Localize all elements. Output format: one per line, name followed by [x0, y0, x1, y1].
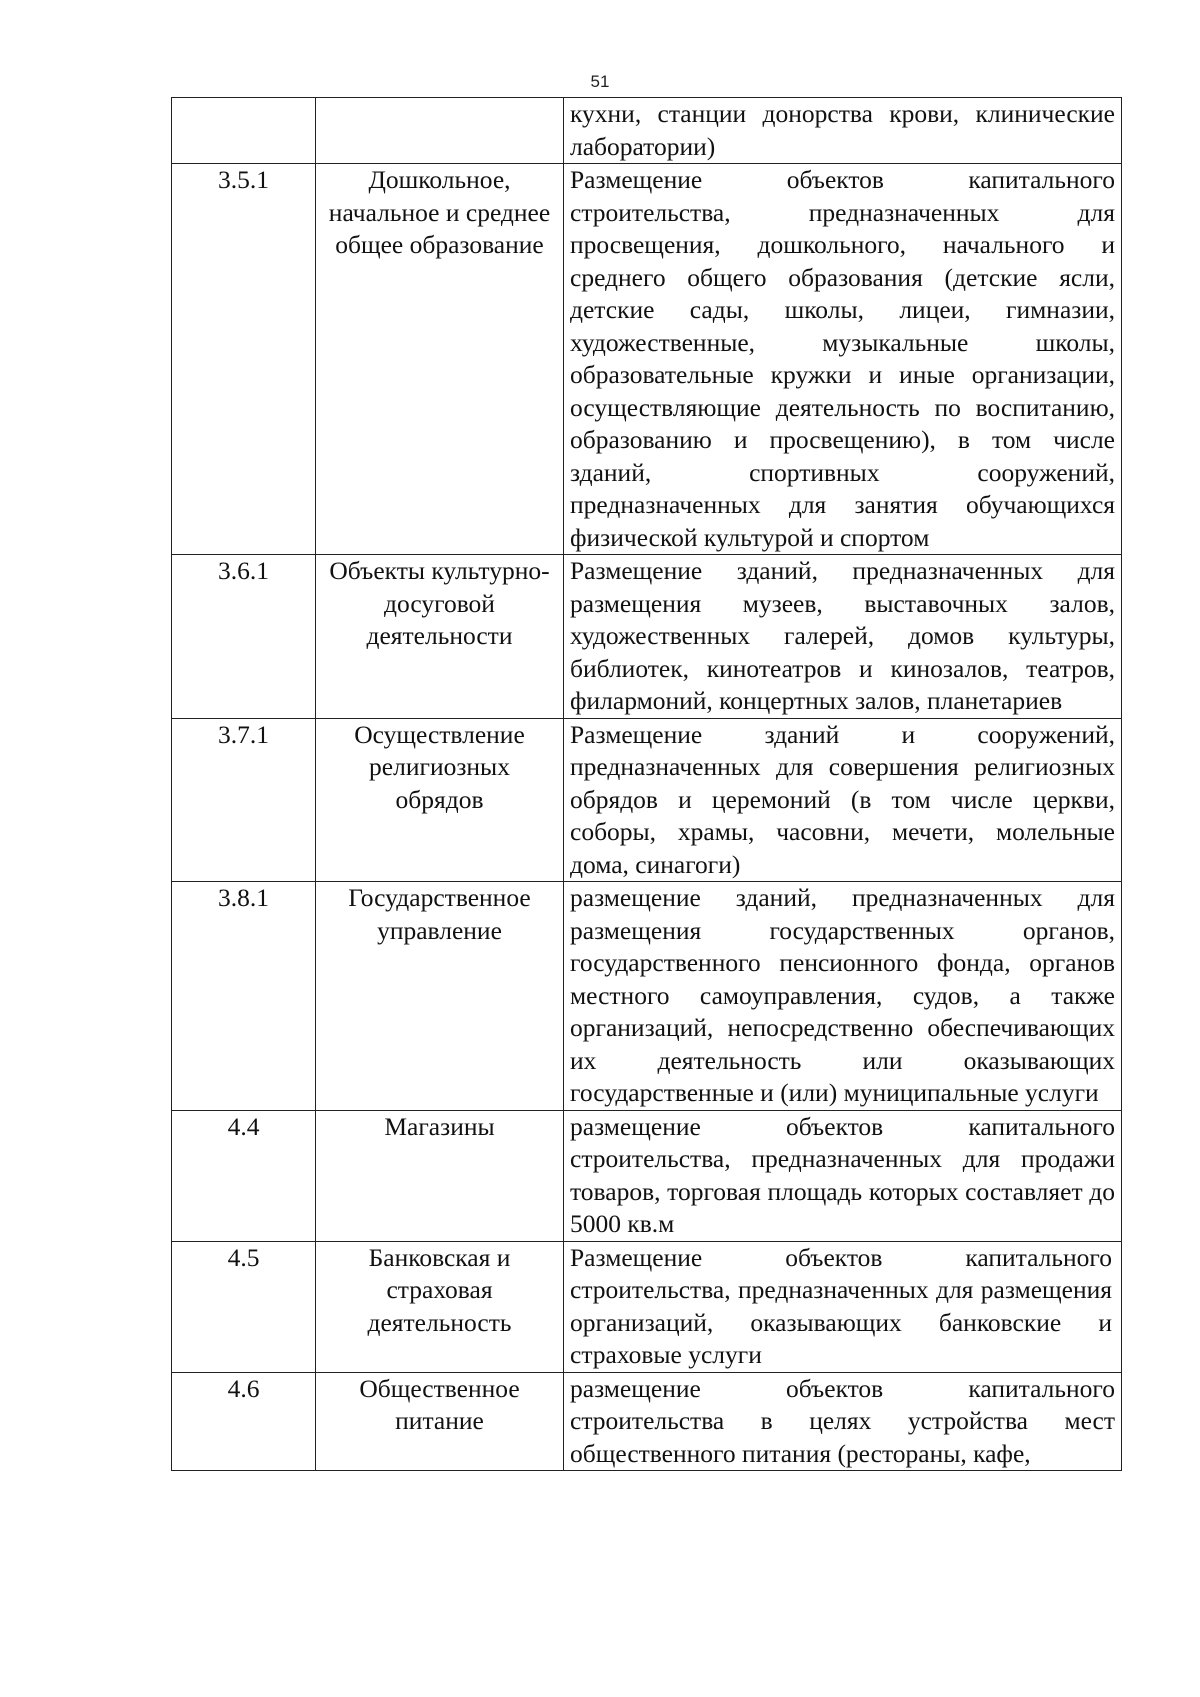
row-code: 3.8.1 [172, 882, 316, 1111]
table-row [172, 98, 1122, 164]
row-description: размещение объектов капитального строительства в целях устройства мест общественного питания (рестораны, кафе, [564, 1372, 1122, 1471]
table-row [172, 1110, 1122, 1241]
table-row [172, 164, 1122, 555]
row-description: Размещение зданий, предназначенных для размещения музеев, выставочных залов, художественных галерей, домов культуры, библиотек, кинотеатров и кинозалов, театров, филармоний, концертных залов, планетариев [564, 555, 1122, 719]
row-code: 3.7.1 [172, 718, 316, 882]
row-description: размещение объектов капитального строительства, предназначенных для продажи товаров, торговая площадь которых составляет до 5000 кв.м [564, 1110, 1122, 1241]
row-name: Дошкольное, начальное и среднее общее образование [316, 164, 564, 555]
page-number: 51 [590, 72, 610, 91]
row-name: Государственное управление [316, 882, 564, 1111]
row-description: Размещение объектов капитального строительства, предназначенных для размещения организаций, оказывающих банковские и страховые услуги [564, 1241, 1122, 1372]
row-name: Объекты культурно-досуговой деятельности [316, 555, 564, 719]
row-description: размещение зданий, предназначенных для размещения государственных органов, государственного пенсионного фонда, органов местного самоуправления, судов, а также организаций, непосредственно обеспечивающих их деятельность или оказывающих государственные и (или) муниципальные услуги [564, 882, 1122, 1111]
row-description: Размещение зданий и сооружений, предназначенных для совершения религиозных обрядов и церемоний (в том числе церкви, соборы, храмы, часовни, мечети, молельные дома, синагоги) [564, 718, 1122, 882]
row-name [316, 98, 564, 164]
row-name: Общественное питание [316, 1372, 564, 1471]
land-use-table [171, 97, 1122, 1471]
row-code: 4.6 [172, 1372, 316, 1471]
table-row [172, 1241, 1122, 1372]
row-code: 4.5 [172, 1241, 316, 1372]
row-code: 4.4 [172, 1110, 316, 1241]
row-code: 3.6.1 [172, 555, 316, 719]
table-row [172, 1372, 1122, 1471]
row-name: Осуществление религиозных обрядов [316, 718, 564, 882]
row-code: 3.5.1 [172, 164, 316, 555]
row-description: Размещение объектов капитального строительства, предназначенных для просвещения, дошкольного, начального и среднего общего образования (детские ясли, детские сады, школы, лицеи, гимназии, художественные, музыкальные школы, образовательные кружки и иные организации, осуществляющие деятельность по воспитанию, образованию и просвещению), в том числе зданий, спортивных сооружений, предназначенных для занятия обучающихся физической культурой и спортом [564, 164, 1122, 555]
table-row [172, 718, 1122, 882]
table-row [172, 555, 1122, 719]
row-code [172, 98, 316, 164]
row-description: кухни, станции донорства крови, клинические лаборатории) [564, 98, 1122, 164]
table-row [172, 882, 1122, 1111]
row-name: Магазины [316, 1110, 564, 1241]
row-name: Банковская и страховая деятельность [316, 1241, 564, 1372]
